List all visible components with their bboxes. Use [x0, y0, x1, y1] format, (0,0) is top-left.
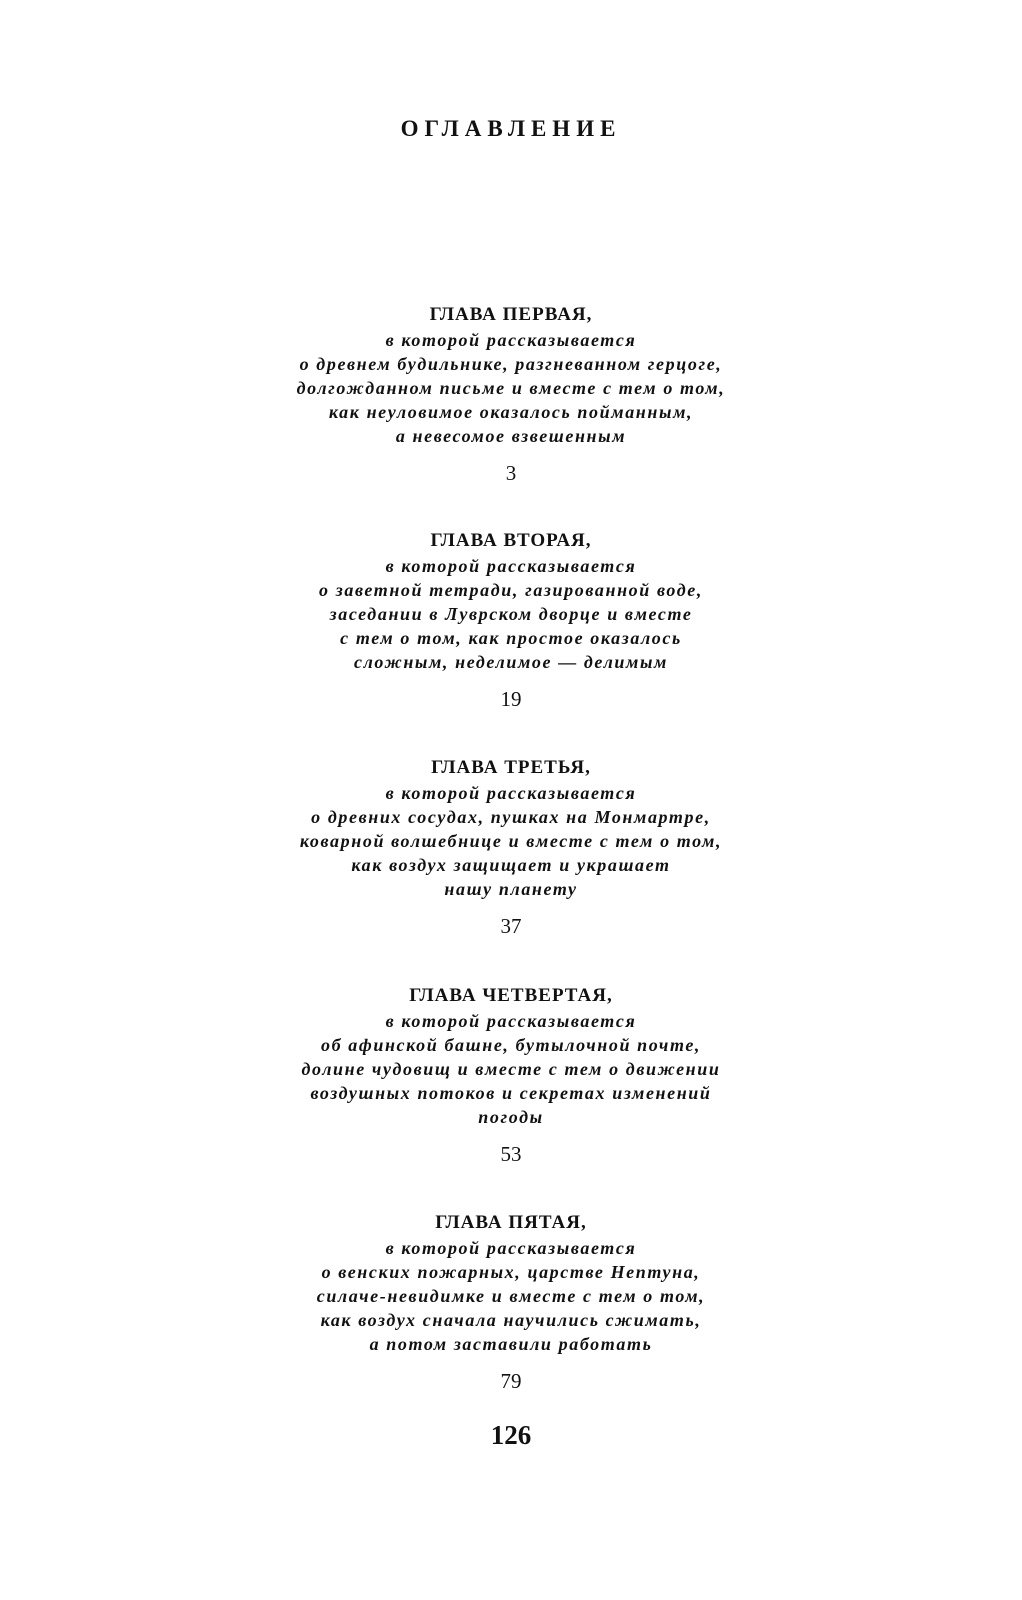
chapter-description-line: в которой рассказывается: [385, 1238, 637, 1258]
page-number: 126: [490, 1420, 532, 1450]
chapter-description-line: о венских пожарных, царстве Нептуна,: [321, 1262, 701, 1282]
chapter-entry-2: [0, 528, 1022, 712]
chapter-entry-4: [0, 983, 1022, 1167]
chapter-description-line: а потом заставили работать: [369, 1334, 653, 1354]
chapter-page-number: 3: [505, 461, 517, 485]
chapter-description-line: с тем о том, как простое оказалось: [340, 628, 682, 648]
chapter-description-line: коварной волшебнице и вместе с тем о том,: [299, 831, 723, 851]
chapter-description-line: сложным, неделимое — делимым: [354, 652, 668, 672]
chapter-description-line: о древних сосудах, пушках на Монмартре,: [311, 807, 711, 827]
chapter-heading: ГЛАВА ПЯТАЯ,: [435, 1212, 587, 1233]
chapter-heading: ГЛАВА ТРЕТЬЯ,: [431, 757, 591, 778]
chapter-description-line: долгожданном письме и вместе с тем о том,: [296, 378, 726, 398]
chapter-page-number: 53: [500, 1142, 522, 1166]
chapter-description-line: о древнем будильнике, разгневанном герцоге,: [299, 354, 723, 374]
chapter-description-line: как воздух сначала научились сжимать,: [320, 1310, 702, 1330]
chapter-page-number: 19: [500, 687, 522, 711]
chapter-description: [0, 1009, 1022, 1129]
chapter-description-line: заседании в Луврском дворце и вместе: [329, 604, 693, 624]
chapter-heading: ГЛАВА ВТОРАЯ,: [430, 530, 592, 551]
chapter-description-line: а невесомое взвешенным: [395, 426, 627, 446]
chapter-description-line: воздушных потоков и секретах изменений: [310, 1083, 712, 1103]
chapter-description-line: долине чудовищ и вместе с тем о движении: [301, 1059, 721, 1079]
chapter-entry-5: [0, 1210, 1022, 1394]
chapter-description-line: о заветной тетради, газированной воде,: [319, 580, 703, 600]
chapter-description-line: как неуловимое оказалось пойманным,: [328, 402, 694, 422]
chapter-description: [0, 1236, 1022, 1356]
chapter-description-line: в которой рассказывается: [385, 783, 637, 803]
chapter-description: [0, 781, 1022, 901]
chapter-entry-1: [0, 302, 1022, 486]
chapter-description-line: нашу планету: [444, 879, 578, 899]
chapter-description-line: в которой рассказывается: [385, 556, 637, 576]
chapter-entry-3: [0, 755, 1022, 939]
chapter-page-number: 37: [500, 914, 522, 938]
chapter-description-line: погоды: [478, 1107, 544, 1127]
chapter-heading: ГЛАВА ПЕРВАЯ,: [429, 304, 593, 325]
chapter-page-number: 79: [500, 1369, 522, 1393]
chapter-heading: ГЛАВА ЧЕТВЕРТАЯ,: [409, 985, 613, 1006]
chapter-description-line: силаче-невидимке и вместе с тем о том,: [316, 1286, 706, 1306]
toc-title: ОГЛАВЛЕНИЕ: [400, 116, 622, 141]
chapter-description-line: в которой рассказывается: [385, 330, 637, 350]
chapter-description-line: как воздух защищает и украшает: [351, 855, 671, 875]
chapter-description: [0, 328, 1022, 448]
chapter-description: [0, 554, 1022, 674]
chapter-description-line: об афинской башне, бутылочной почте,: [320, 1035, 702, 1055]
chapter-description-line: в которой рассказывается: [385, 1011, 637, 1031]
